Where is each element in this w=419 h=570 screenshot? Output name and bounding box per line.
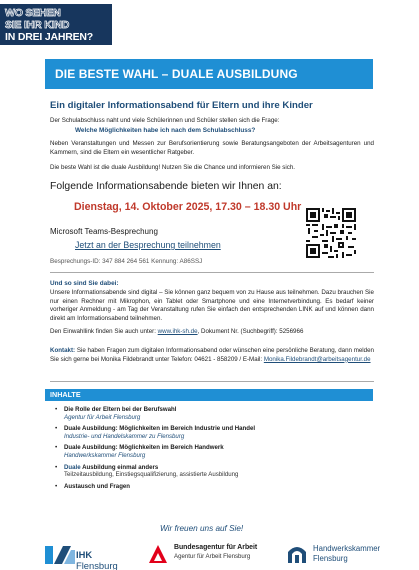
qr-code [306,208,356,258]
agenda-item-presenter: Agentur für Arbeit Flensburg [64,413,141,421]
agenda-item-title: Die Rolle der Eltern bei der Berufswahl [64,406,177,413]
agenda-item-presenter: Industrie- und Handelskammer zu Flensburg [64,432,185,440]
ihk-logo [45,546,127,570]
intro-paragraph-3: Die beste Wahl ist die duale Ausbildung! Nutzen Sie die Chance und informieren Sie sich. [50,164,296,171]
dial-in-suffix: , Dokument Nr. (Suchbegriff): 5256966 [197,328,304,335]
divider [50,272,374,273]
ba-logo-line-1: Bundesagentur für Arbeit [174,544,258,551]
agenda-item-detail: Teilzeitausbildung, Einstiegsqualifizierung, assistierte Ausbildung [64,471,239,479]
hwk-logo-line-2: Flensburg [313,554,348,563]
ihk-website-link[interactable]: www.ihk-sh.de [157,328,198,335]
contact-email-link[interactable]: Monika.Fildebrandt@arbeitsagentur.de [263,355,371,363]
ihk-logo-abbr: IHK [76,549,93,560]
handwerkskammer-logo [286,542,396,568]
divider [50,381,374,382]
ihk-mark-icon [45,546,75,564]
agenda-item-title-rest: Ausbildung einmal anders [80,463,159,471]
bullet-icon: • [55,463,58,471]
agenda-list [55,406,365,490]
agenda-item-title: Austausch und Fragen [64,482,131,490]
event-heading: Folgende Informationsabende bieten wir Ihnen an: [50,181,282,192]
ba-logo-line-2: Agentur für Arbeit Flensburg [174,553,251,560]
header-band [0,0,419,55]
bullet-icon: • [55,482,58,490]
intro-paragraph-1: Der Schulabschluss naht und viele Schülerinnen und Schüler stellen sich die Frage: [50,117,280,124]
ihk-logo-text [76,549,127,570]
participation-heading: Und so sind Sie dabei: [50,280,119,287]
hwk-logo-line-1: Handwerkskammer [313,544,381,553]
agenda-item [55,444,365,459]
bundesagentur-logo [148,542,268,568]
bullet-icon: • [55,406,58,413]
contents-banner: INHALTE [45,389,373,401]
contact-label: Kontakt: [50,347,76,354]
dial-in-prefix: Den Einwahllink finden Sie auch unter: [50,328,158,335]
campaign-logo-line-3: IN DREI JAHREN? [5,31,94,43]
campaign-logo [0,4,112,45]
agenda-item-title: Duale Ausbildung: Möglichkeiten im Bereich Industrie und Handel [64,425,256,433]
partner-logos [0,540,419,570]
teams-meeting-title: Microsoft Teams-Besprechung [50,227,158,236]
campaign-logo-line-2: SIE IHR KIND [5,19,70,31]
hwk-mark-icon [286,544,308,564]
agenda-item-presenter: Handwerkskammer Flensburg [64,451,146,459]
contact-info [50,347,374,364]
agenda-item [55,483,365,491]
meeting-id: Besprechungs-ID: 347 884 264 561 Kennung: A86SSJ [50,258,203,265]
contact-text: Sie haben Fragen zum digitalen Informationsabend oder wünschen eine persönliche Beratung, dann melden Sie sich gerne bei Monika Fildebrandt unter Telefon: 04621 - 858209 / E-Mail: [50,347,374,363]
ba-mark-icon [148,544,168,564]
join-meeting-link[interactable]: Jetzt an der Besprechung teilnehmen [75,240,221,250]
campaign-logo-line-1: WO SEHEN [5,7,61,19]
agenda-item [55,425,365,440]
participation-text: Unsere Informationsabende sind digital – Sie können ganz bequem von zu Hause aus teilnehmen. Dazu brauchen Sie nur einen Rechner mit Mikrophon, ein Tablet oder Smartphone und eine Internetverbindung. Es bedarf keiner vorheriger Anmeldung - am Tag der Veranstaltung rufen Sie einfach den entsprechenden LINK auf und können dann direkt am Informationsabend teilnehmen. [50,289,374,322]
intro-heading: Ein digitaler Informationsabend für Eltern und ihre Kinder [50,100,313,111]
bullet-icon: • [55,425,58,433]
intro-paragraph-2: Neben Veranstaltungen und Messen zur Berufsorientierung sowie Beratungsangeboten der Arbeitsagenturen und Kammern, sind die Eltern ein wesentlicher Ratgeber. [50,140,374,156]
intro-question: Welche Möglichkeiten habe ich nach dem Schulabschluss? [75,127,256,134]
title-banner: DIE BESTE WAHL – DUALE AUSBILDUNG [45,59,373,89]
agenda-item-title-emphasis: Duale [64,463,81,471]
ihk-logo-city: Flensburg [76,560,118,570]
agenda-item-title: Duale Ausbildung: Möglichkeiten im Bereich Handwerk [64,444,224,452]
bullet-icon: • [55,444,58,452]
event-date: Dienstag, 14. Oktober 2025, 17.30 – 18.30 Uhr [74,201,302,213]
agenda-item [55,406,365,421]
closing-line: Wir freuen uns auf Sie! [160,524,244,533]
dial-in-info [50,328,374,337]
agenda-item-title [64,464,365,472]
agenda-item [55,464,365,479]
